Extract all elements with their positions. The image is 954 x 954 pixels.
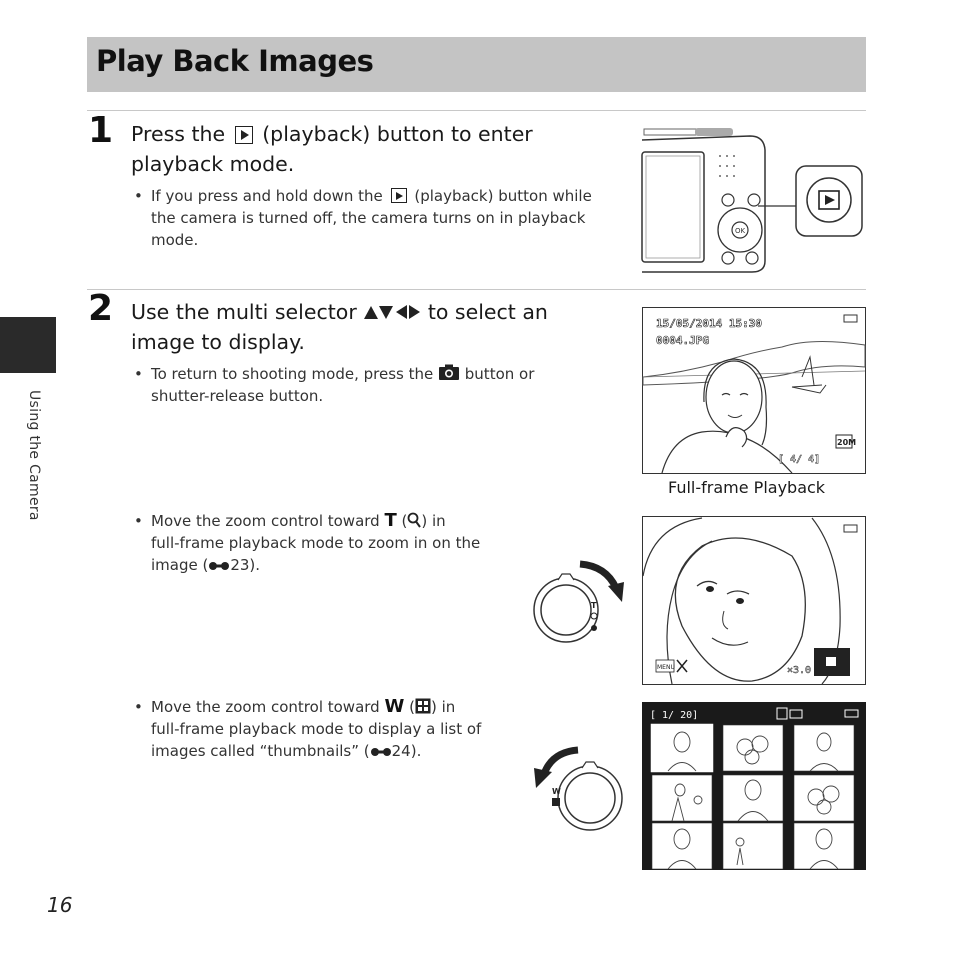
reference-icon [208,560,230,572]
zoom-control-w-illustration [530,740,630,832]
reference-icon [370,746,392,758]
playback-icon [235,126,253,144]
chapter-label: Using the Camera [26,390,42,521]
svg-text:×3.0: ×3.0 [787,665,812,676]
divider [87,110,866,111]
full-frame-playback-screen [642,307,866,474]
thumbnail-icon [415,698,431,714]
svg-text:[ 1/ 20]: [ 1/ 20] [650,710,699,721]
svg-text:MENU: MENU [657,664,675,671]
zoom-t-bullet: • Move the zoom control toward T ( ) in full-frame playback mode to zoom in on the image ( 23). [134,510,481,574]
step2-bullet: • To return to shooting mode, press the button or shutter-release button. [134,365,535,405]
zoomed-playback-screen [642,516,866,685]
step-number: 1 [88,110,114,151]
caption-full-frame: Full-frame Playback [668,478,826,497]
chapter-tab [0,317,56,373]
magnify-icon [407,512,421,528]
step1-heading: Press the (playback) button to enter playback mode. [131,122,533,176]
playback-icon [391,188,407,203]
camera-icon [438,364,460,381]
svg-text:[ 4/ 4]: [ 4/ 4] [778,454,821,465]
svg-text:W: W [552,787,561,796]
page-number: 16 [47,893,73,917]
svg-text:20M: 20M [837,438,857,447]
zoom-w-bullet: • Move the zoom control toward W ( ) in full-frame playback mode to display a list of images called “thumbnails” ( 24). [134,696,482,760]
page-title: Play Back Images [96,44,374,78]
step1-bullet: • If you press and hold down the (playback) button while the camera is turned off, the camera turns on in playback mode. [134,187,592,249]
divider [87,289,866,290]
thumbnail-playback-screen [642,702,866,870]
svg-text:15/05/2014 15:30: 15/05/2014 15:30 [656,317,762,330]
svg-text:T: T [591,601,597,610]
camera-back-illustration [640,126,866,276]
step-number: 2 [88,288,114,329]
step2-heading: Use the multi selector to select an image to display. [131,300,548,354]
multi-selector-arrows-icon [363,303,421,321]
svg-text:0004.JPG: 0004.JPG [656,334,709,347]
zoom-control-t-illustration [528,558,624,648]
svg-text:OK: OK [734,227,746,235]
